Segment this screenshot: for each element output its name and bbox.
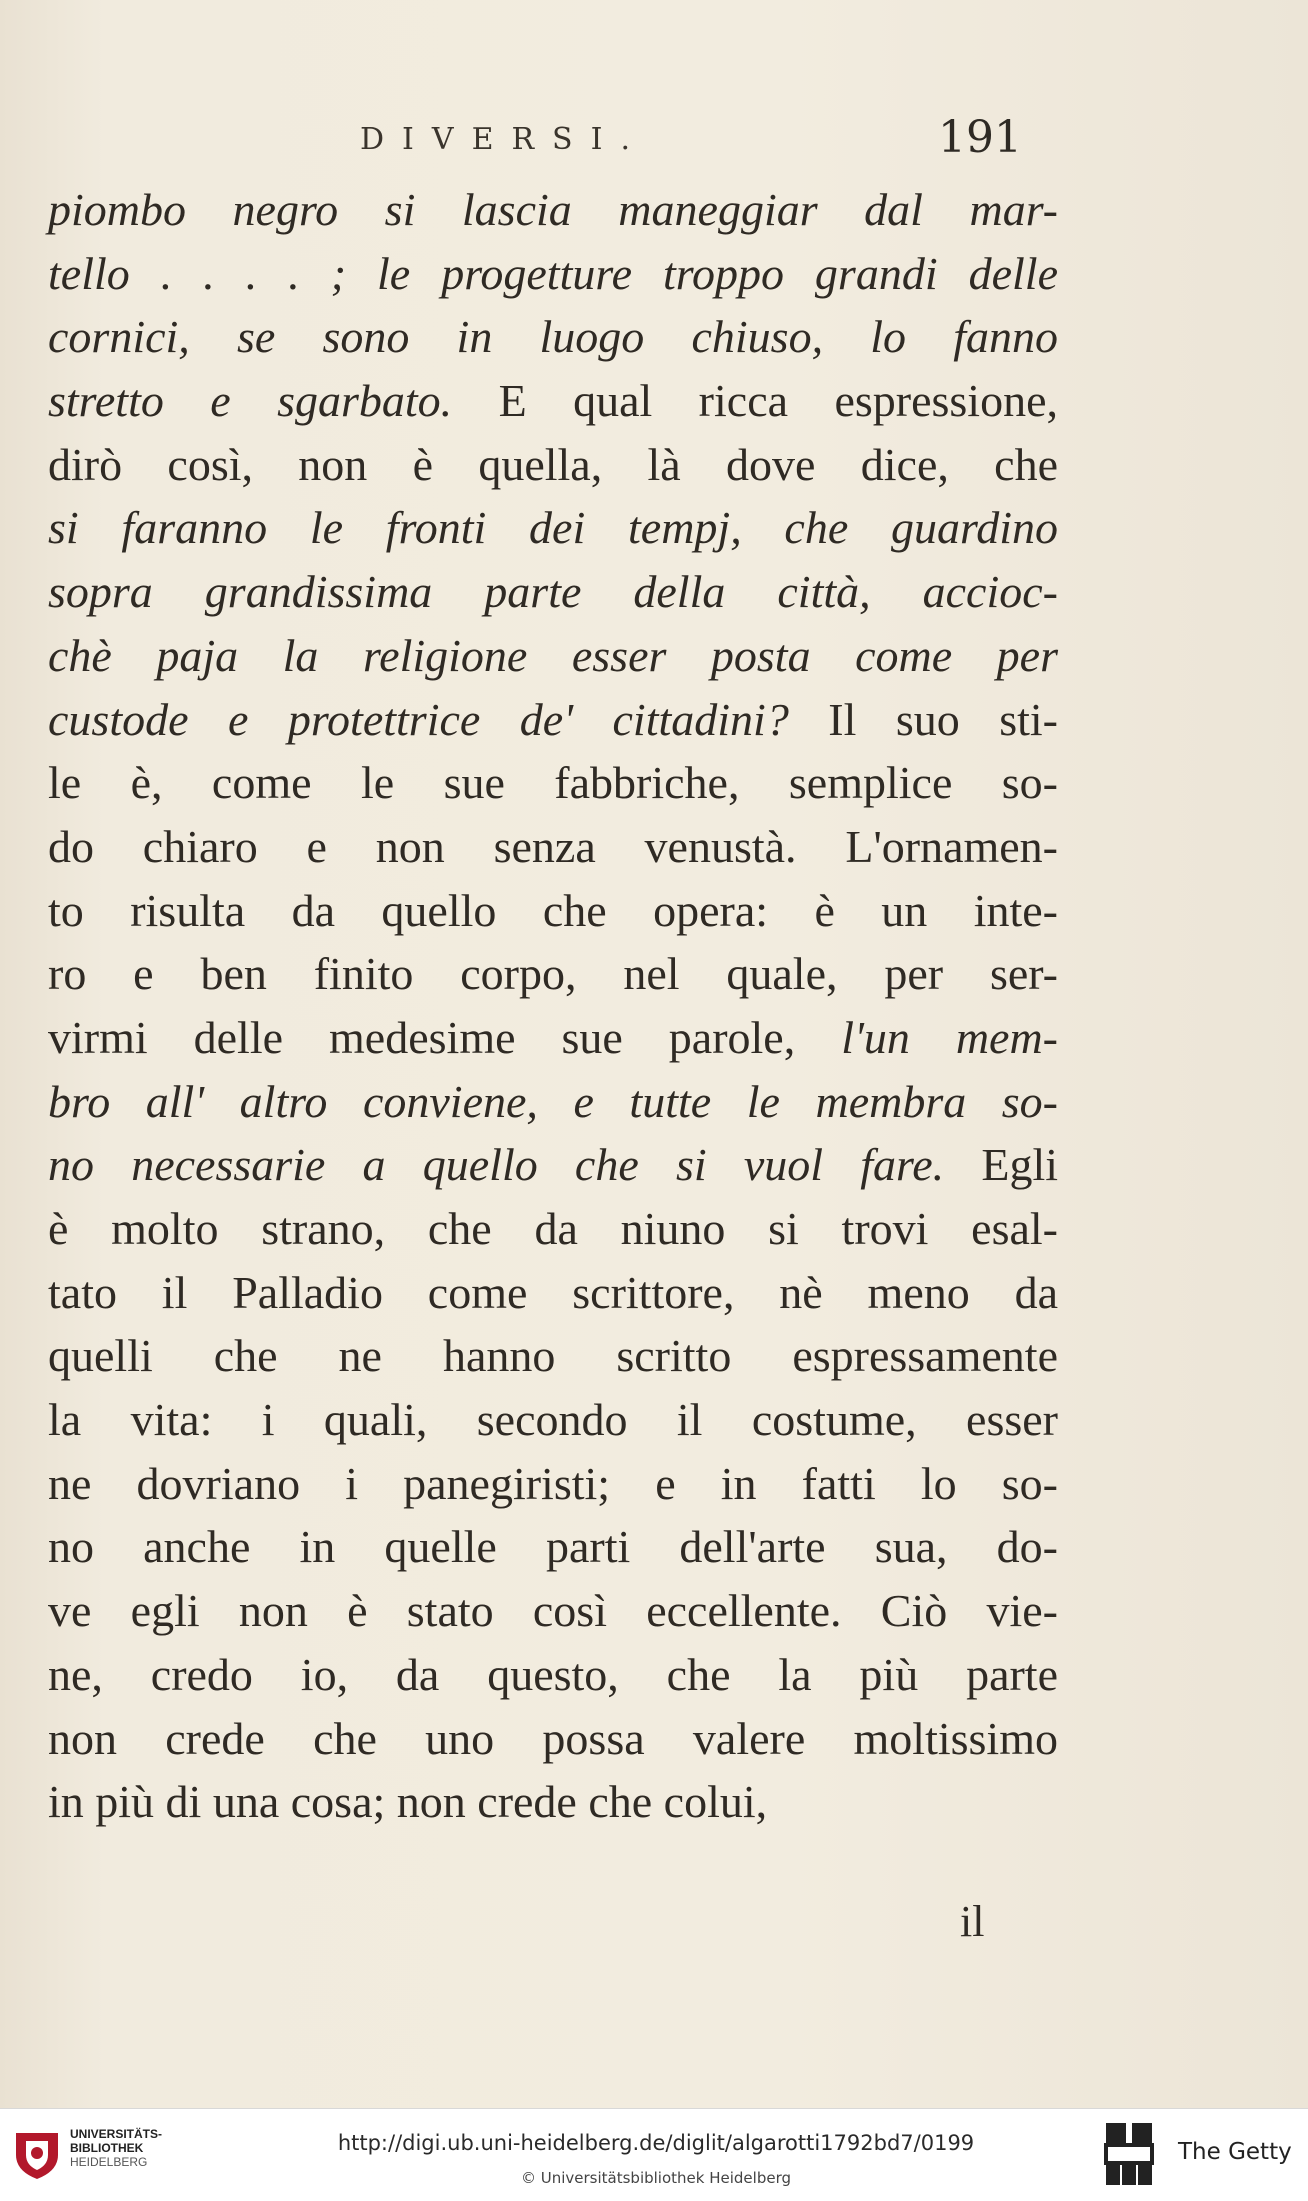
roman-segment: ne dovriano i panegiristi; e in fatti lo so- (48, 1457, 1058, 1509)
roman-segment: quelli che ne hanno scritto espressamente (48, 1330, 1058, 1382)
roman-segment: tato il Palladio come scrittore, nè meno da (48, 1266, 1058, 1318)
text-line (48, 1707, 1058, 1771)
roman-segment: do chiaro e non senza venustà. L'ornamen- (48, 820, 1058, 872)
roman-segment: la vita: i quali, secondo il costume, esser (48, 1394, 1058, 1446)
roman-segment: E qual ricca espressione, (452, 375, 1058, 427)
text-line (48, 751, 1058, 815)
text-line (48, 560, 1058, 624)
text-line (48, 1324, 1058, 1388)
roman-segment: dirò così, non è quella, là dove dice, che (48, 438, 1058, 490)
roman-segment: ne, credo io, da questo, che la più parte (48, 1648, 1058, 1700)
roman-segment: to risulta da quello che opera: è un inte- (48, 884, 1058, 936)
getty-logo-icon (1104, 2121, 1154, 2187)
text-line (48, 1643, 1058, 1707)
italic-segment: sopra grandissima parte della città, accioc- (48, 566, 1058, 618)
text-line (48, 1515, 1058, 1579)
text-line (48, 1261, 1058, 1325)
page-number: 191 (938, 112, 1022, 163)
italic-segment: tello . . . . ; le progetture troppo grandi delle (48, 247, 1058, 299)
roman-segment: Egli (944, 1139, 1058, 1191)
library-name-line2: BIBLIOTHEK (70, 2141, 144, 2155)
text-line (48, 1070, 1058, 1134)
italic-segment: stretto e sgarbato. (48, 375, 453, 427)
text-line (48, 688, 1058, 752)
text-line (48, 496, 1058, 560)
italic-segment: piombo negro si lascia maneggiar dal mar- (48, 184, 1058, 235)
roman-segment: non crede che uno possa valere moltissimo (48, 1712, 1058, 1764)
text-line (48, 879, 1058, 943)
text-line (48, 1006, 1058, 1070)
library-name-line3: HEIDELBERG (70, 2155, 148, 2169)
running-head: DIVERSI. (360, 122, 648, 157)
permalink-url[interactable]: http://digi.ub.uni-heidelberg.de/diglit/algarotti1792bd7/0199 (337, 2131, 975, 2155)
roman-segment: ve egli non è stato così eccellente. Ciò vie- (48, 1585, 1058, 1637)
roman-segment: no anche in quelle parti dell'arte sua, do- (48, 1521, 1058, 1573)
italic-segment: no necessarie a quello che si vuol fare. (48, 1139, 945, 1191)
copyright-notice: © Universitätsbibliothek Heidelberg (520, 2169, 791, 2187)
roman-segment: le è, come le sue fabbriche, semplice so- (48, 757, 1058, 809)
library-name (70, 2127, 162, 2169)
text-line (48, 1388, 1058, 1452)
italic-segment: custode e protettrice de' cittadini? (48, 693, 789, 745)
viewer-footer (0, 2108, 1308, 2201)
text-line (48, 624, 1058, 688)
getty-name: The Getty (1178, 2139, 1292, 2165)
text-line (48, 942, 1058, 1006)
text-line (48, 1133, 1058, 1197)
catchword: il (960, 1897, 985, 1946)
text-line (48, 178, 1058, 242)
text-line (48, 1579, 1058, 1643)
text-line (48, 1452, 1058, 1516)
italic-segment: si faranno le fronti dei tempj, che guardino (48, 502, 1058, 554)
roman-segment: è molto strano, che da niuno si trovi esal- (48, 1203, 1058, 1254)
text-line (48, 1770, 1058, 1834)
roman-segment: ro e ben finito corpo, nel quale, per ser- (48, 948, 1058, 1000)
italic-segment: bro all' altro conviene, e tutte le membra so- (48, 1075, 1058, 1127)
text-line (48, 815, 1058, 879)
heidelberg-library-logo-icon (12, 2125, 62, 2181)
roman-segment: Il suo sti- (788, 693, 1058, 745)
body-text (48, 178, 1058, 1834)
text-line (48, 242, 1058, 306)
text-line (48, 1197, 1058, 1261)
italic-segment: cornici, se sono in luogo chiuso, lo fanno (48, 311, 1058, 363)
italic-segment: l'un mem- (841, 1011, 1058, 1063)
library-name-line1: UNIVERSITÄTS- (70, 2127, 163, 2141)
roman-segment: in più di una cosa; non crede che colui, (48, 1776, 768, 1828)
text-line (48, 305, 1058, 369)
text-line (48, 369, 1058, 433)
roman-segment: virmi delle medesime sue parole, (48, 1011, 842, 1063)
text-line (48, 433, 1058, 497)
italic-segment: chè paja la religione esser posta come per (48, 629, 1058, 681)
